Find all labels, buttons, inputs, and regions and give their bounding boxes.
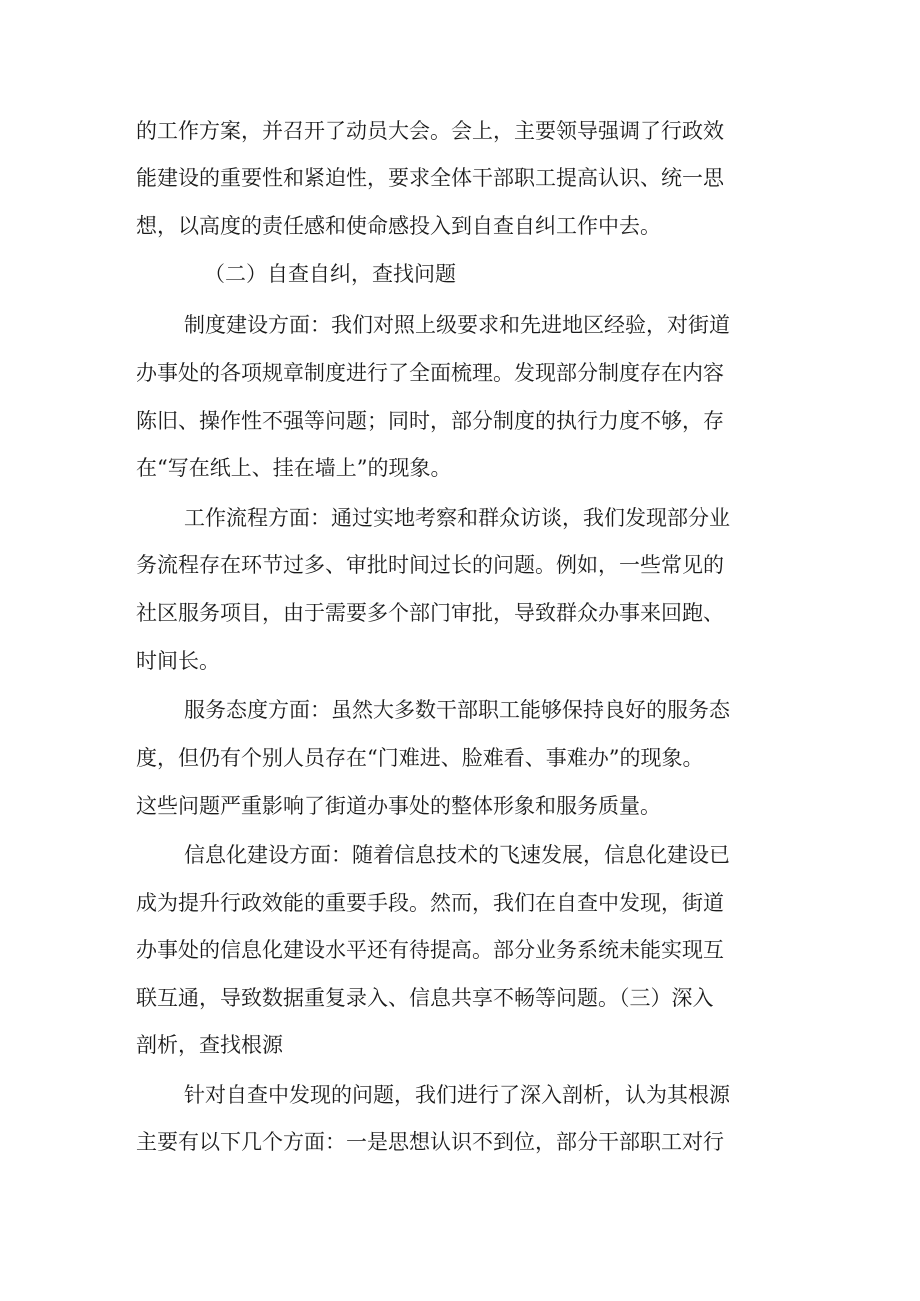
section-heading-2: （二）自查自纠，查找问题	[204, 262, 456, 286]
text-line-20: 剖析，查找根源	[136, 1033, 283, 1057]
paragraph-start-system: 制度建设方面：我们对照上级要求和先进地区经验，对街道	[184, 313, 730, 337]
text-line-8: 在“写在纸上、挂在墙上”的现象。	[136, 456, 452, 480]
text-line-22: 主要有以下几个方面：一是思想认识不到位，部分干部职工对行	[136, 1130, 724, 1154]
text-line-17: 成为提升行政效能的重要手段。然而，我们在自查中发现，街道	[136, 891, 724, 915]
text-line-18: 办事处的信息化建设水平还有待提高。部分业务系统未能实现互	[136, 938, 724, 962]
paragraph-start-workflow: 工作流程方面：通过实地考察和群众访谈，我们发现部分业	[184, 506, 730, 530]
text-line-3: 想，以高度的责任感和使命感投入到自查自纠工作中去。	[136, 214, 661, 238]
paragraph-start-analysis: 针对自查中发现的问题，我们进行了深入剖析，认为其根源	[184, 1083, 730, 1107]
text-line-11: 社区服务项目，由于需要多个部门审批，导致群众办事来回跑、	[136, 601, 724, 625]
text-line-10: 务流程存在环节过多、审批时间过长的问题。例如，一些常见的	[136, 553, 724, 577]
text-line-1: 的工作方案，并召开了动员大会。会上，主要领导强调了行政效	[136, 119, 724, 143]
paragraph-start-service: 服务态度方面：虽然大多数干部职工能够保持良好的服务态	[184, 698, 730, 722]
text-line-15: 这些问题严重影响了街道办事处的整体形象和服务质量。	[136, 794, 661, 818]
text-line-12: 时间长。	[136, 649, 220, 673]
text-line-14: 度，但仍有个别人员存在“门难进、脸难看、事难办”的现象。	[136, 746, 704, 770]
paragraph-start-it: 信息化建设方面：随着信息技术的飞速发展，信息化建设已	[184, 843, 730, 867]
text-line-2: 能建设的重要性和紧迫性，要求全体干部职工提高认识、统一思	[136, 166, 724, 190]
text-line-19: 联互通，导致数据重复录入、信息共享不畅等问题。（三）深入	[136, 986, 714, 1010]
text-line-7: 陈旧、操作性不强等问题；同时，部分制度的执行力度不够，存	[136, 409, 724, 433]
text-line-6: 办事处的各项规章制度进行了全面梳理。发现部分制度存在内容	[136, 361, 724, 385]
